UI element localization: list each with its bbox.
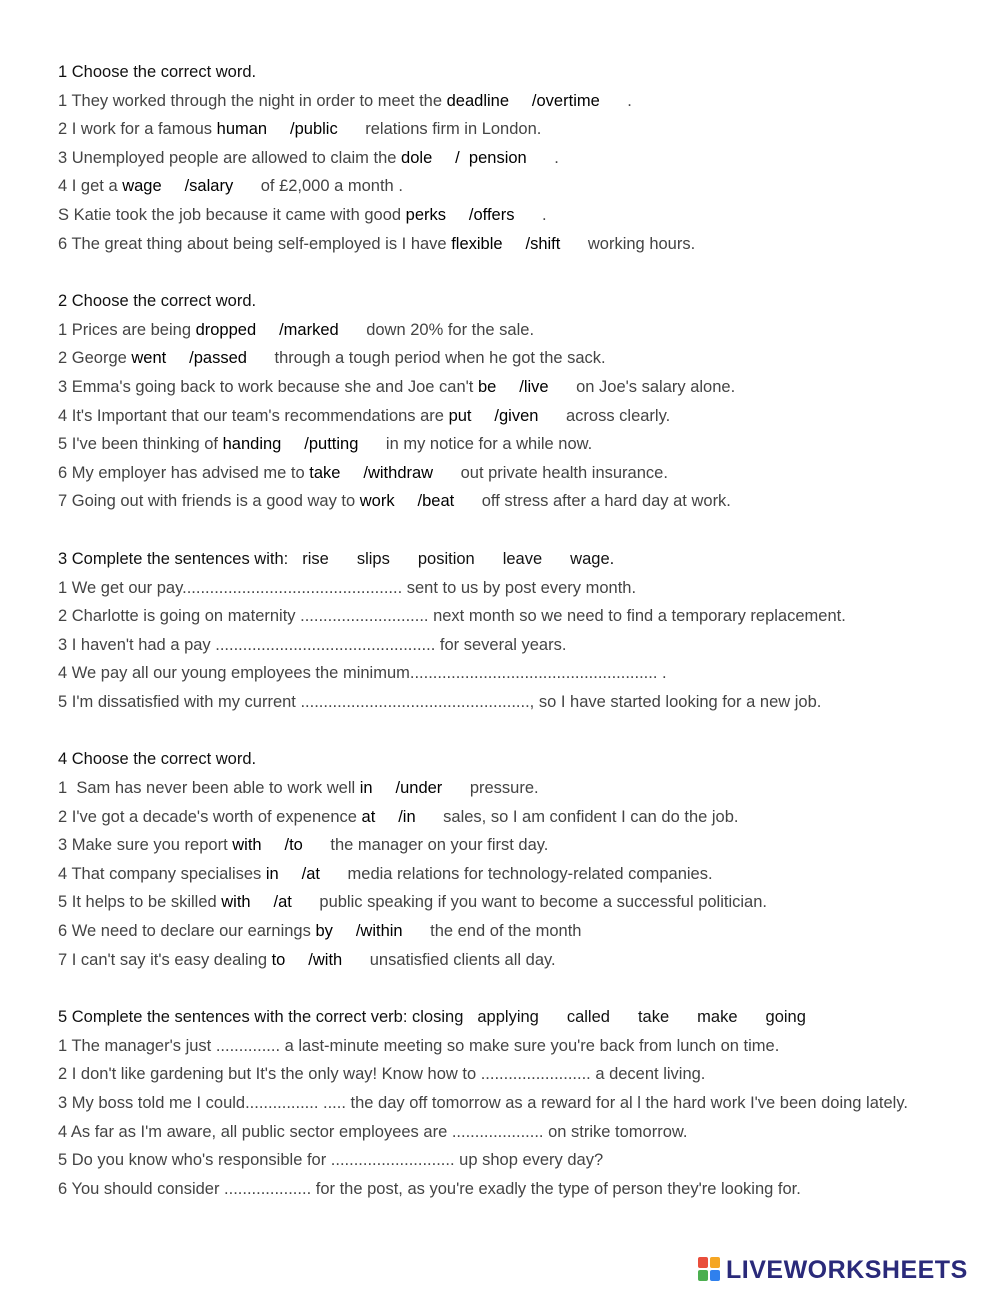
option-b[interactable]: /under <box>395 779 443 798</box>
question-text: 1 Sam has never been able to work well <box>58 779 360 798</box>
option-a[interactable]: take <box>309 463 341 482</box>
question-line <box>58 803 958 832</box>
question-text: 4 That company specialises <box>58 864 266 883</box>
option-b[interactable]: /given <box>494 406 539 425</box>
option-a[interactable]: work <box>359 492 395 511</box>
option-b[interactable]: /beat <box>417 492 455 511</box>
option-a[interactable]: flexible <box>451 234 503 253</box>
question-line[interactable]: 3 My boss told me I could................ ..... the day off tomorrow as a reward for al l the hard work I've been doing lately. <box>58 1094 908 1112</box>
question-line <box>58 230 958 259</box>
question-line[interactable]: 1 We get our pay................................................ sent to us by post every month. <box>58 578 637 597</box>
section-title-text: 1 Choose the correct word. <box>58 63 257 81</box>
option-b[interactable]: /to <box>284 836 303 855</box>
question-line <box>58 402 958 431</box>
option-b[interactable]: /shift <box>525 234 561 253</box>
question-line[interactable]: 1 The manager's just .............. a last-minute meeting so make sure you're back from lunch on time. <box>58 1036 780 1055</box>
logo-mark-icon <box>698 1257 722 1283</box>
option-a[interactable]: wage <box>122 177 162 196</box>
option-b[interactable]: /public <box>290 120 338 139</box>
question-text: 5 I've been thinking of <box>58 435 223 454</box>
option-b[interactable]: /salary <box>184 177 234 196</box>
question-text: 7 Going out with friends is a good way to <box>58 492 360 511</box>
option-a[interactable]: human <box>216 120 268 139</box>
question-line[interactable]: 3 I haven't had a pay ................................................ for several years. <box>58 635 567 654</box>
word-bank-item: rise <box>302 549 329 568</box>
option-b[interactable]: /withdraw <box>363 463 434 482</box>
question-line <box>58 430 958 459</box>
question-ending: the end of the month <box>430 922 582 941</box>
section-gap <box>58 516 958 545</box>
section-title-text: 3 Complete the sentences with <box>58 549 284 568</box>
question-text: 5 It helps to be skilled <box>58 893 222 912</box>
option-a[interactable]: to <box>271 950 286 969</box>
option-b[interactable]: /overtime <box>531 91 600 110</box>
question-line <box>58 373 958 402</box>
question-ending: off stress after a hard day at work. <box>481 492 731 511</box>
question-ending: unsatisfied clients all day. <box>369 950 556 969</box>
option-a[interactable]: at <box>361 807 376 826</box>
question-text: 3 Emma's going back to work because she and Joe can't <box>58 377 478 396</box>
logo-text: LIVEWORKSHEETS <box>726 1255 968 1284</box>
section-title <box>58 1003 958 1032</box>
question-line <box>58 201 958 230</box>
section-title-text: 2 Choose the correct word. <box>58 292 257 311</box>
question-text: 4 It's Important that our team's recommendations are <box>58 406 449 425</box>
question-ending: public speaking if you want to become a successful politician. <box>319 893 767 912</box>
section-title <box>58 287 958 316</box>
question-line[interactable]: 6 You should consider ................... for the post, as you're exadly the type of person they're looking for. <box>58 1179 801 1198</box>
logo-square <box>710 1257 720 1268</box>
option-b[interactable]: /with <box>308 950 343 969</box>
section-gap <box>58 258 958 287</box>
logo-square <box>710 1270 720 1281</box>
section-title <box>58 58 958 87</box>
word-bank-item: wage. <box>570 549 615 568</box>
option-b[interactable]: /putting <box>304 435 359 454</box>
question-line[interactable]: 4 As far as I'm aware, all public sector employees are .................... on strike tomorrow. <box>58 1122 688 1141</box>
option-a[interactable]: with <box>232 836 262 855</box>
word-bank-item: slips <box>356 549 390 568</box>
section-gap <box>58 716 958 745</box>
question-ending: pressure. <box>469 779 539 798</box>
section-title-text: 5 Complete the sentences with the correct verb <box>58 1008 403 1027</box>
question-line[interactable]: 4 We pay all our young employees the minimum...................................................... . <box>58 664 667 683</box>
question-text: 3 Make sure you report <box>58 836 233 855</box>
question-ending: in my notice for a while now. <box>385 435 593 454</box>
question-ending: sales, so I am confident I can do the job. <box>443 807 739 826</box>
question-text: 1 They worked through the night in order to meet the <box>58 91 447 110</box>
question-text: 6 The great thing about being self-employed is I have <box>58 234 452 253</box>
question-line <box>58 917 958 946</box>
section-title <box>58 545 958 574</box>
question-line <box>58 860 958 889</box>
word-bank-item: applying <box>477 1008 539 1027</box>
option-b[interactable]: /in <box>398 807 416 826</box>
option-a[interactable]: put <box>448 406 472 425</box>
question-text: 2 George <box>58 349 132 368</box>
option-a[interactable]: deadline <box>446 91 509 110</box>
question-text: 3 Unemployed people are allowed to claim the <box>58 148 402 167</box>
question-ending: down 20% for the sale. <box>366 320 535 339</box>
question-ending: across clearly. <box>565 406 671 425</box>
liveworksheets-logo <box>698 1253 968 1287</box>
word-bank <box>463 1008 834 1026</box>
question-ending: on Joe's salary alone. <box>576 377 736 396</box>
question-line[interactable]: 2 Charlotte is going on maternity ............................ next month so we need to find a temporary replacement. <box>58 607 846 626</box>
question-ending: . <box>554 148 559 167</box>
question-line <box>58 144 958 173</box>
question-ending: of £2,000 a month . <box>260 177 403 196</box>
question-ending: . <box>542 205 547 224</box>
logo-square <box>698 1257 708 1268</box>
question-line <box>58 888 958 917</box>
option-b[interactable]: /within <box>355 922 403 941</box>
question-line <box>58 87 958 116</box>
question-line <box>58 459 958 488</box>
question-line <box>58 487 958 516</box>
question-ending: relations firm in London. <box>365 120 542 139</box>
option-a[interactable]: perks <box>405 205 446 224</box>
section-title <box>58 745 958 774</box>
word-bank-item: make <box>697 1008 738 1027</box>
option-a[interactable]: be <box>477 377 497 396</box>
option-b[interactable]: /passed <box>189 349 247 368</box>
question-ending: working hours. <box>587 234 696 253</box>
option-a[interactable]: dropped <box>195 320 257 339</box>
option-a[interactable]: in <box>359 779 373 798</box>
question-line <box>58 172 958 201</box>
question-text: 4 I get a <box>58 177 123 196</box>
option-b[interactable]: /at <box>273 893 292 912</box>
section-title-suffix: : <box>283 549 289 568</box>
section-title-suffix: : closing <box>402 1008 464 1027</box>
word-bank-item: position <box>417 549 475 568</box>
option-a[interactable]: dole <box>401 148 433 167</box>
word-bank <box>288 550 642 568</box>
logo-square <box>698 1270 708 1281</box>
option-a[interactable]: handing <box>222 435 282 454</box>
question-text: 2 I work for a famous <box>58 120 217 139</box>
question-text: 2 I've got a decade's worth of expenence <box>58 807 362 826</box>
question-ending: media relations for technology-related companies. <box>347 864 713 883</box>
worksheet <box>58 58 958 1203</box>
question-line <box>58 344 958 373</box>
option-b[interactable]: /marked <box>279 320 339 339</box>
question-text: S Katie took the job because it came with good <box>58 205 406 224</box>
question-line <box>58 115 958 144</box>
word-bank-item: take <box>637 1008 670 1027</box>
question-text: 6 My employer has advised me to <box>58 463 310 482</box>
question-line[interactable]: 2 I don't like gardening but It's the only way! Know how to ........................ a decent living. <box>58 1065 706 1084</box>
word-bank-item: called <box>566 1008 610 1027</box>
question-line <box>58 946 958 975</box>
option-a[interactable]: in <box>265 864 279 883</box>
question-line[interactable]: 5 Do you know who's responsible for ........................... up shop every day? <box>58 1151 604 1170</box>
question-text: 7 I can't say it's easy dealing <box>58 950 272 969</box>
option-b[interactable]: /offers <box>468 205 515 224</box>
question-ending: through a tough period when he got the sack. <box>274 349 606 368</box>
question-text: 1 Prices are being <box>58 320 196 339</box>
question-text: 6 We need to declare our earnings <box>58 922 316 941</box>
section-gap <box>58 974 958 1003</box>
option-b[interactable]: /live <box>519 377 549 396</box>
section-title-text: 4 Choose the correct word. <box>58 750 257 769</box>
question-ending: the manager on your first day. <box>330 836 549 855</box>
question-line <box>58 316 958 345</box>
option-b[interactable]: / pension <box>455 148 527 167</box>
question-ending: . <box>627 91 632 110</box>
word-bank-item: leave <box>502 549 543 568</box>
option-a[interactable]: by <box>315 922 333 941</box>
option-a[interactable]: with <box>221 893 251 912</box>
word-bank-item: going <box>765 1008 806 1027</box>
question-ending: out private health insurance. <box>460 463 668 482</box>
question-line <box>58 831 958 860</box>
question-line[interactable]: 5 I'm dissatisfied with my current .................................................., so I have started looking for a new job. <box>58 692 822 711</box>
question-line <box>58 774 958 803</box>
option-b[interactable]: /at <box>301 864 321 883</box>
option-a[interactable]: went <box>131 349 167 368</box>
